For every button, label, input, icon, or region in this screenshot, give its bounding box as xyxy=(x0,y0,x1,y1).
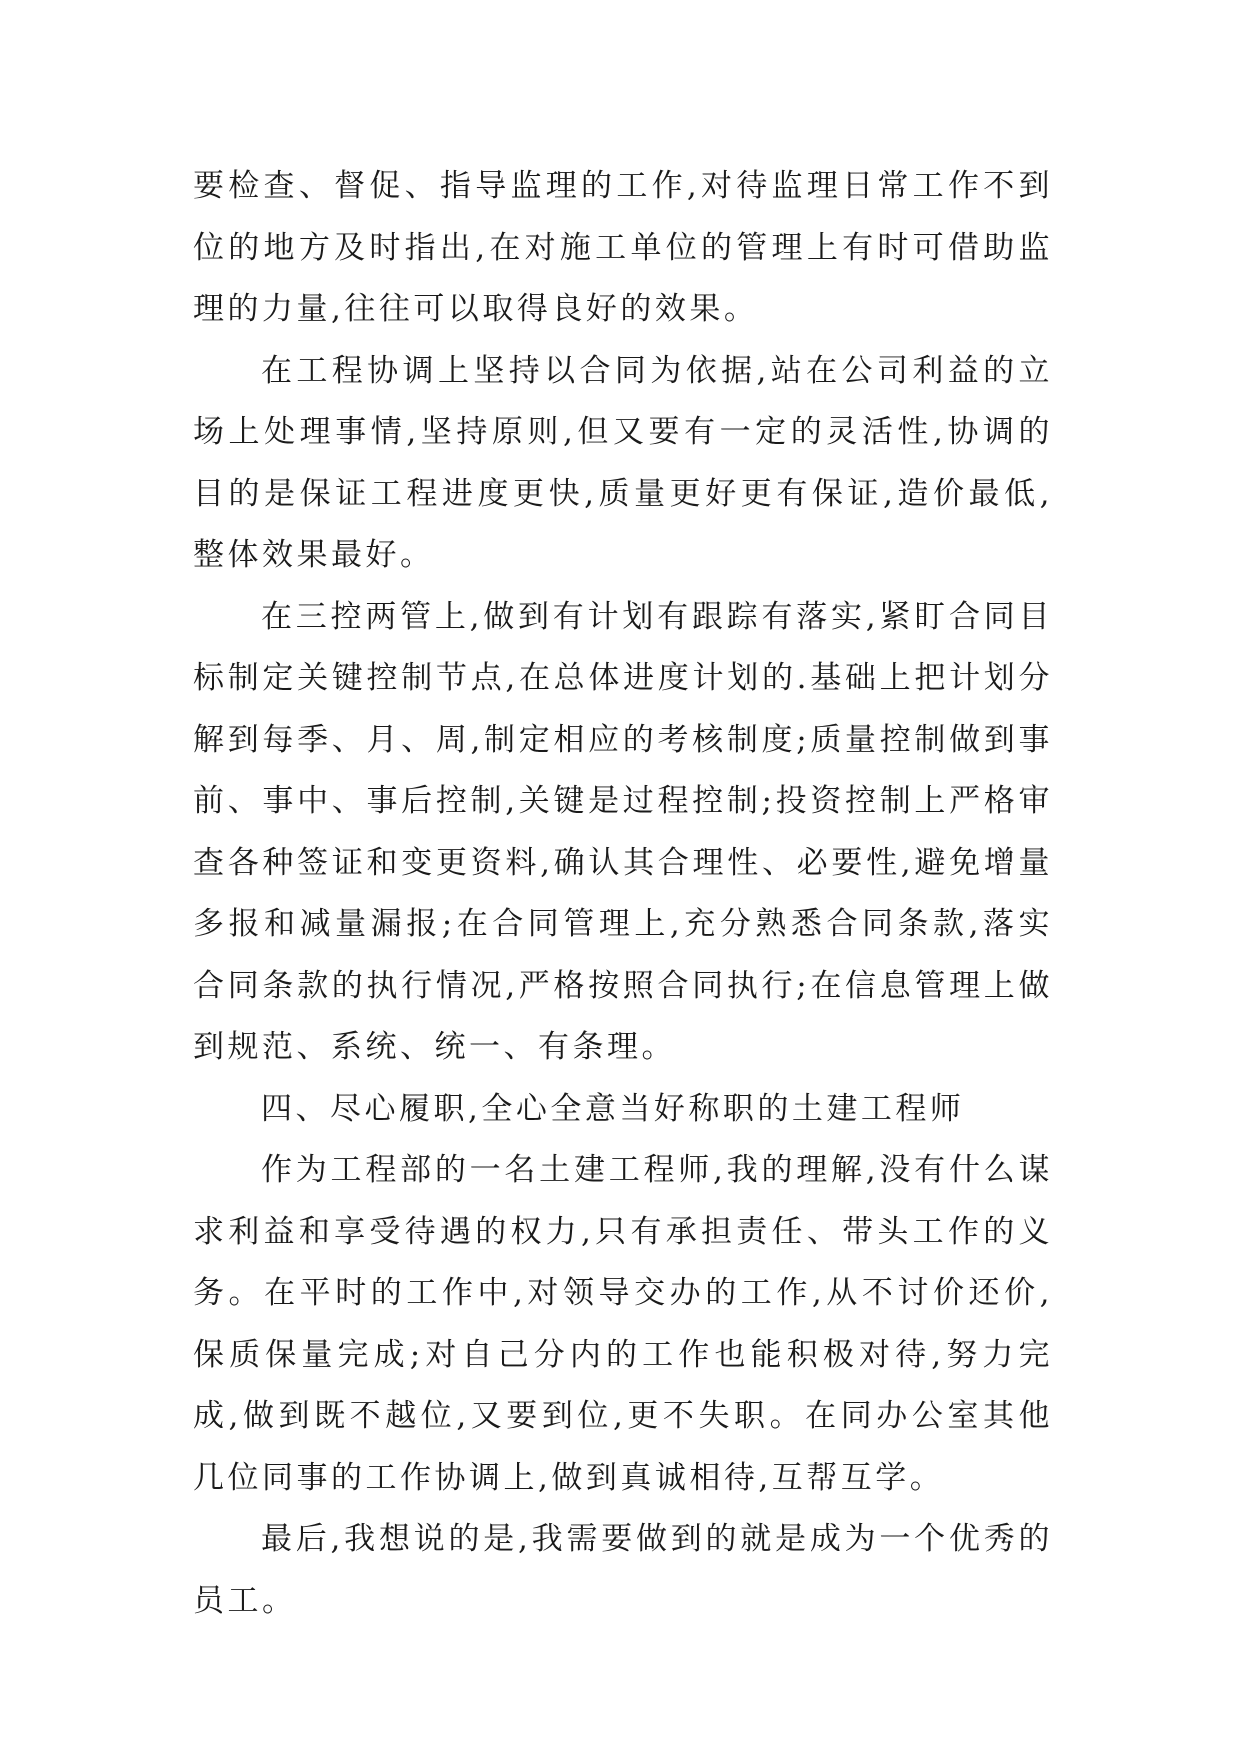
paragraph-5: 作为工程部的一名土建工程师,我的理解,没有什么谋求利益和享受待遇的权力,只有承担责任、带头工作的义务。在平时的工作中,对领导交办的工作,从不讨价还价,保质保量完成;对自己分内的工作也能积极对待,努力完成,做到既不越位,又要到位,更不失职。在同办公室其他几位同事的工作协调上,做到真诚相待,互帮互学。 xyxy=(193,1152,1053,1496)
paragraph-2: 在工程协调上坚持以合同为依据,站在公司利益的立场上处理事情,坚持原则,但又要有一定的灵活性,协调的目的是保证工程进度更快,质量更好更有保证,造价最低,整体效果最好。 xyxy=(193,352,1053,573)
paragraph-3: 在三控两管上,做到有计划有跟踪有落实,紧盯合同目标制定关键控制节点,在总体进度计划的.基础上把计划分解到每季、月、周,制定相应的考核制度;质量控制做到事前、事中、事后控制,关键是过程控制;投资控制上严格审查各种签证和变更资料,确认其合理性、必要性,避免增量多报和减量漏报;在合同管理上,充分熟悉合同条款,落实合同条款的执行情况,严格按照合同执行;在信息管理上做到规范、系统、统一、有条理。 xyxy=(193,598,1053,1065)
paragraph-1: 要检查、督促、指导监理的工作,对待监理日常工作不到位的地方及时指出,在对施工单位的管理上有时可借助监理的力量,往往可以取得良好的效果。 xyxy=(193,168,1053,327)
paragraph-6: 最后,我想说的是,我需要做到的就是成为一个优秀的员工。 xyxy=(193,1521,1053,1619)
document-body xyxy=(193,156,1053,1632)
section-heading-4: 四、尽心履职,全心全意当好称职的土建工程师 xyxy=(261,1090,965,1127)
